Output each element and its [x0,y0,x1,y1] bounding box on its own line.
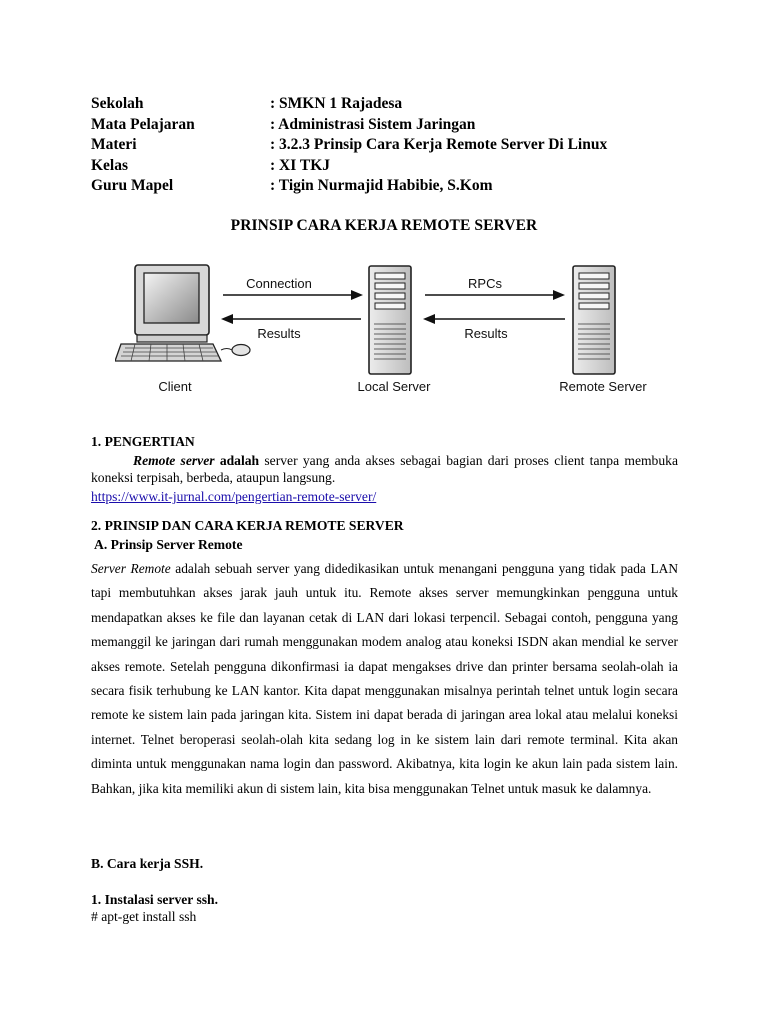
results-arrow-left-icon [221,314,361,324]
meta-row-class: Kelas : XI TKJ [91,156,331,174]
remote-server-icon [573,266,615,374]
label-remote-server: Remote Server [559,379,647,394]
section-1-paragraph: Remote server adalah server yang anda akses sebagai bagian dari proses client tanpa membuka koneksi terpisah, berbeda, ataupun langsung. [91,453,678,486]
meta-row-subject: Mata Pelajaran : Administrasi Sistem Jaringan [91,115,476,133]
rpcs-arrow-icon [425,290,565,300]
term-remote-server: Remote server [133,453,215,468]
document-title: PRINSIP CARA KERJA REMOTE SERVER [230,217,538,234]
section-2-heading: 2. PRINSIP DAN CARA KERJA REMOTE SERVER [91,518,404,533]
source-link[interactable]: https://www.it-jurnal.com/pengertian-remote-server/ [91,489,377,504]
step-1-heading: 1. Instalasi server ssh. [91,892,219,907]
meta-row-teacher: Guru Mapel : Tigin Nurmajid Habibie, S.Kom [91,177,493,195]
meta-row-school: Sekolah : SMKN 1 Rajadesa [91,95,403,112]
document-meta [91,94,607,197]
meta-row-material: Materi : 3.2.3 Prinsip Cara Kerja Remote Server Di Linux [91,136,608,154]
local-server-icon [369,266,411,374]
section-1-heading: 1. PENGERTIAN [91,434,195,449]
label-connection: Connection [246,276,312,291]
results-arrow-right-icon [423,314,565,324]
label-rpcs: RPCs [468,276,502,291]
label-client: Client [158,379,192,394]
source-link-wrapper [91,489,678,505]
subsection-a-paragraph: Server Remote adalah sebuah server yang didedikasikan untuk menangani pengguna yang tidak pada LAN tapi membutuhkan akses jarak jauh untuk itu. Remote akses server memungkinkan pengguna untuk mendapatkan akses ke file dan layanan cetak di LAN dari lokasi terpencil. Sebagai contoh, pengguna yang memanggil ke jaringan dari rumah menggunakan modem analog atau koneksi ISDN akan mendial ke server akses remote. Setelah pengguna dikonfirmasi ia dapat mengakses drive dan printer bersama seolah-olah ia secara fisik terhubung ke LAN kantor. Kita dapat menggunakan misalnya perintah telnet untuk login secara remote ke sistem lain pada jaringan kita. Sistem ini dapat berada di jaringan area lokal atau melalui koneksi internet. Telnet beroperasi seolah-olah kita sedang log in ke sistem lain dari remote terminal. Kita akan diminta untuk menggunakan nama login dan password. Akibatnya, kita login ke akun lain pada sistem lain. Bahkan, jika kita memiliki akun di sistem lain, kita bisa menggunakan Telnet untuk masuk ke dalamnya. [91,561,678,796]
label-results-right: Results [464,326,508,341]
client-computer-icon [115,265,250,361]
remote-server-diagram [115,258,660,404]
connection-arrow-icon [223,290,363,300]
label-results-left: Results [257,326,301,341]
label-local-server: Local Server [357,379,431,394]
term-server-remote: Server Remote [91,561,171,576]
subsection-a-heading: A. Prinsip Server Remote [94,537,243,552]
subsection-b-heading: B. Cara kerja SSH. [91,856,204,871]
install-command: # apt-get install ssh [91,909,197,924]
